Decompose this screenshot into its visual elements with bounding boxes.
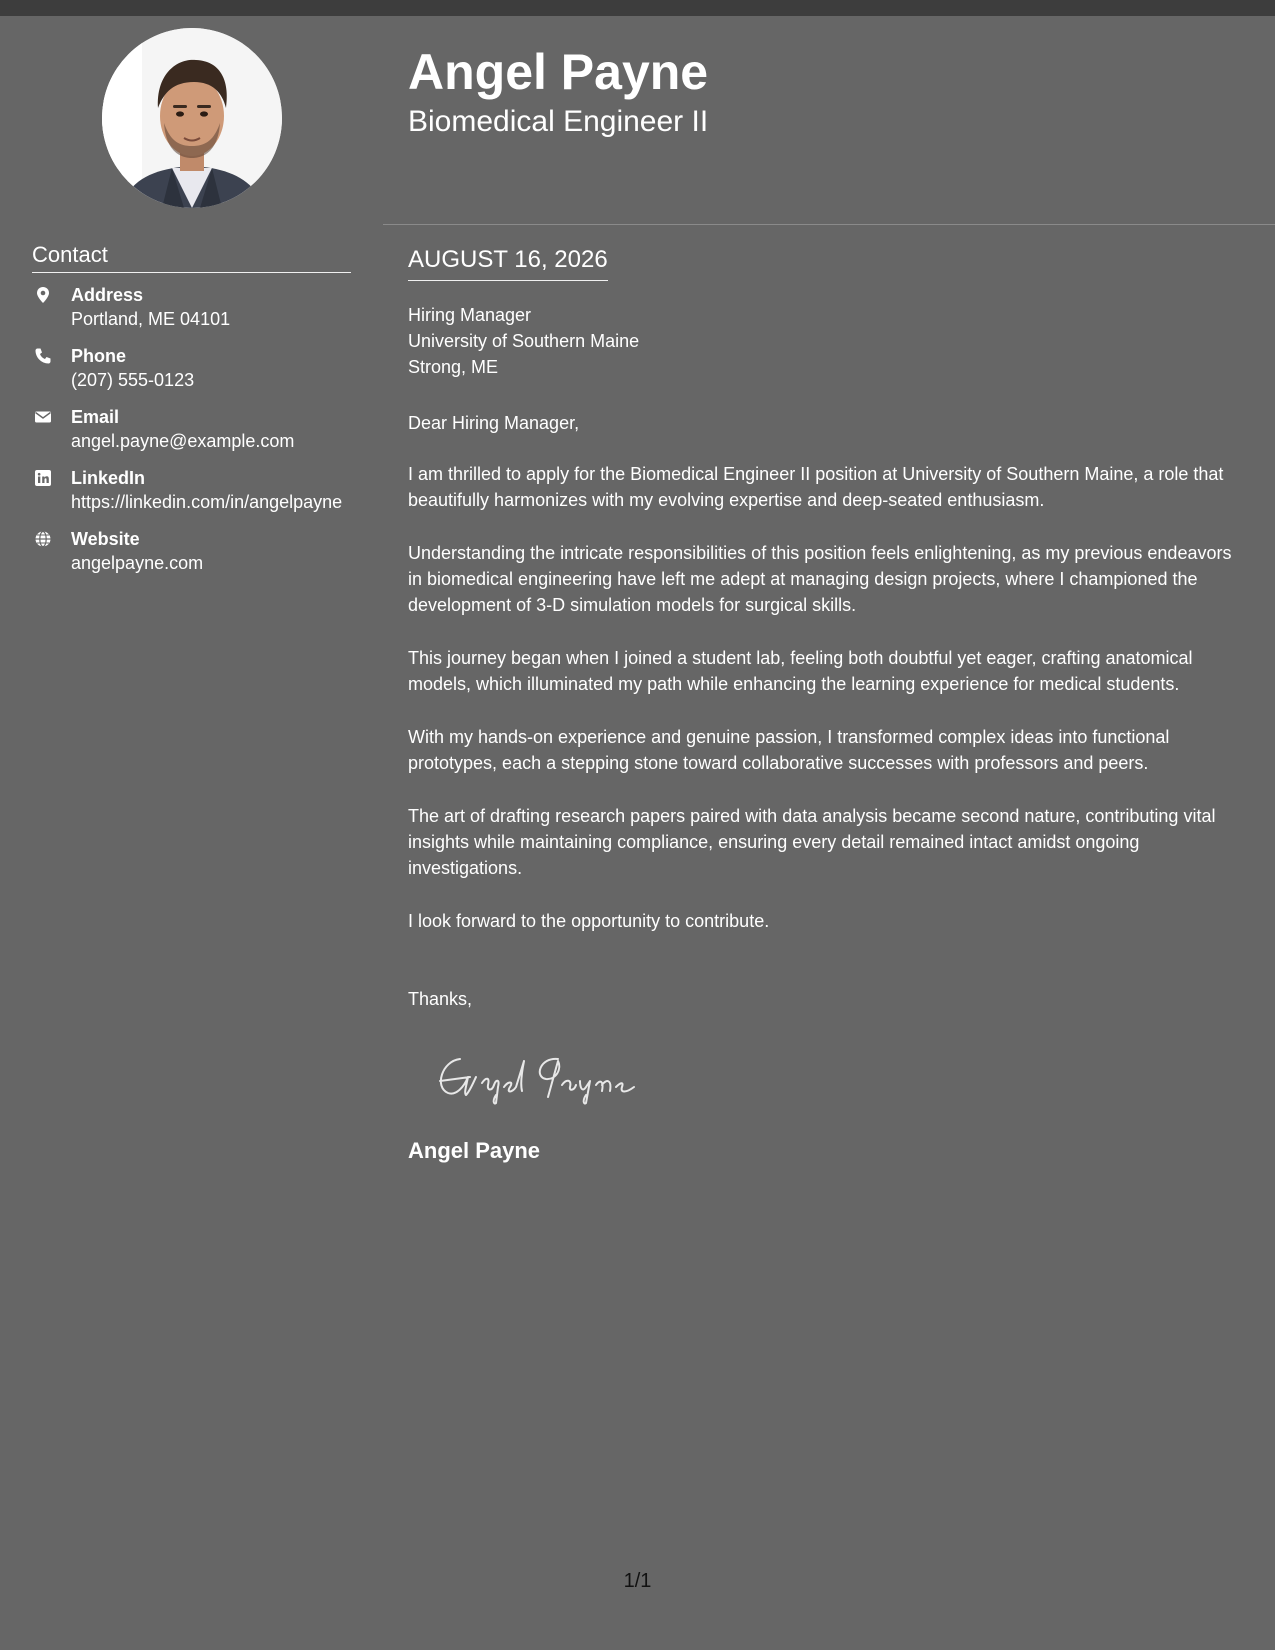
signer-name: Angel Payne	[408, 1138, 541, 1163]
recipient-line: Strong, ME	[408, 357, 499, 377]
letter-body	[408, 302, 1238, 1164]
contact-label: Address	[71, 285, 144, 305]
applicant-name: Angel Payne	[408, 44, 709, 100]
contact-label: Phone	[71, 346, 127, 366]
contact-value[interactable]: angelpayne.com	[71, 553, 204, 573]
letter-paragraph: With my hands-on experience and genuine passion, I transformed complex ideas into functional prototypes, each a stepping stone toward collaborative successes with professors and peers.	[408, 727, 1170, 773]
closing: Thanks,	[408, 989, 473, 1009]
contact-value: Portland, ME 04101	[71, 309, 231, 329]
recipient-line: Hiring Manager	[408, 305, 532, 325]
contact-value[interactable]: angel.payne@example.com	[71, 431, 295, 451]
contact-value: (207) 555-0123	[71, 370, 195, 390]
phone-icon	[34, 347, 52, 365]
page-number: 1/1	[623, 1570, 652, 1592]
contact-heading: Contact	[32, 242, 351, 273]
contact-label: LinkedIn	[71, 468, 146, 488]
globe-icon	[34, 530, 52, 548]
top-bar	[0, 0, 1275, 16]
linkedin-icon	[34, 469, 52, 487]
job-title: Biomedical Engineer II	[408, 105, 709, 138]
letter-paragraph: I am thrilled to apply for the Biomedical Engineer II position at University of Southern Maine, a role that beautifully harmonizes with my evolving expertise and deep-seated enthusiasm.	[408, 464, 1224, 510]
contact-item-phone	[32, 345, 352, 392]
avatar-photo	[102, 28, 282, 208]
contact-value[interactable]: https://linkedin.com/in/angelpayne	[71, 492, 343, 512]
contact-list	[32, 284, 352, 589]
letter-paragraph: I look forward to the opportunity to contribute.	[408, 911, 770, 931]
contact-item-linkedin	[32, 467, 352, 514]
letter-paragraph: Understanding the intricate responsibilities of this position feels enlightening, as my previous endeavors in biomedical engineering have left me adept at managing design projects, where I championed the development of 3-D simulation models for surgical skills.	[408, 543, 1232, 615]
contact-item-address	[32, 284, 352, 331]
sidebar	[0, 16, 383, 1650]
envelope-icon	[34, 408, 52, 426]
recipient-line: University of Southern Maine	[408, 331, 640, 351]
contact-label: Website	[71, 529, 140, 549]
contact-item-website	[32, 528, 352, 575]
salutation: Dear Hiring Manager,	[408, 413, 580, 433]
signature	[430, 1047, 660, 1107]
avatar	[102, 28, 282, 208]
header-divider	[383, 224, 1275, 225]
letter-date: AUGUST 16, 2026	[408, 244, 608, 281]
location-pin-icon	[34, 286, 52, 304]
recipient-block	[408, 302, 1238, 380]
letter-paragraph: The art of drafting research papers paired with data analysis became second nature, contributing vital insights while maintaining compliance, ensuring every detail remained intact amidst ongoing investigations.	[408, 806, 1216, 878]
contact-item-email	[32, 406, 352, 453]
contact-label: Email	[71, 407, 120, 427]
letter-paragraph: This journey began when I joined a student lab, feeling both doubtful yet eager, crafting anatomical models, which illuminated my path while enhancing the learning experience for medical students.	[408, 648, 1193, 694]
